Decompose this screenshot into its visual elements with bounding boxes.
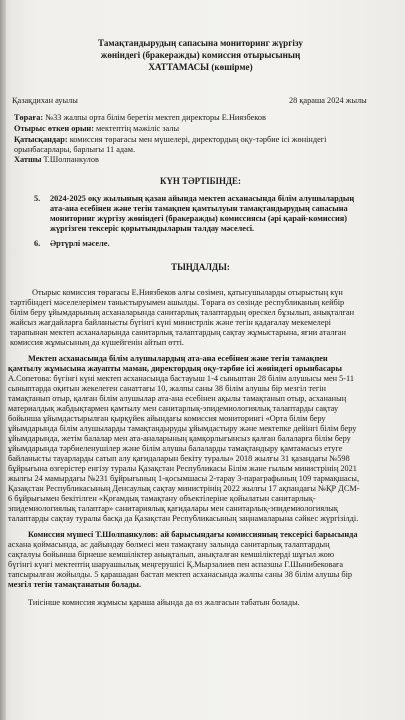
body-line: комиссия жұмысының да күшейгенін айтып өтті. bbox=[10, 338, 184, 347]
body-line: тамақтанып отыр, қалған білім алушылар ата-ана есебінен ақылы тамақтанып отыр, асхананың bbox=[8, 394, 347, 403]
secretary-line bbox=[14, 155, 99, 165]
participants-label: Қатысқандар: bbox=[14, 135, 68, 144]
body-line: талаптарды сақтау туралы басқа да Қазақстан Республикасының заңнамаларына сәйкес жүргізілді. bbox=[8, 514, 359, 523]
body-line: Мектеп асханасында білім алушылардың ата-ана есебінен және тегін тамақпен bbox=[28, 354, 328, 363]
body-line: 6 бұйрығымен бекітілген «Қоғамдық тамақтану объектілеріне қойылатын санитарлық- bbox=[8, 494, 316, 503]
agenda-item-line: 2024-2025 оқу жылының қазан айында мектеп асханасында білім алушылардың bbox=[50, 194, 355, 203]
body-line: Тиісінше комиссия жұмысы қараша айында да өз жалғасын табатын болады. bbox=[28, 598, 300, 607]
body-line: қамтылу жұмысына жауапты маман, директордың оқу-тәрбие ісі жөніндегі орынбасары bbox=[8, 364, 342, 373]
body-line: жылғы 24 мамырдағы №231 бұйрығының 1-қосымшасы 2-тарау 3-параграфының 109 тармақшасы, bbox=[8, 474, 360, 483]
venue-text: мектептің мәжіліс залы bbox=[93, 124, 180, 133]
body-line: тарапынан мектеп асханаларында санитарлық талаптардың сақтау жұмыстарына, яғни аталған bbox=[10, 328, 346, 337]
chair-text: №33 жалпы орта білім беретін мектеп директоры Е.Ниязбеков bbox=[43, 113, 266, 122]
body-line: ұйымдарында, жетім балалар мен ата-аналарының қамқорлығынсыз қалған балаларға білім беру bbox=[8, 434, 351, 443]
body-line: бойынша ұйымдастырылған қырқүйек айындағы комиссия мониторингі «Орта білім беру bbox=[8, 414, 326, 423]
page-fold-shadow bbox=[0, 0, 6, 720]
body-line: ұйымдарында тәрбиеленушілер және білім алушы балаларды тамақтандыру қамтамасыз етуге bbox=[8, 444, 343, 453]
body-line: ұйымдарында білім алушыларды тамақтандыруды ұйымдастыру және мектепке дейінгі білім беру bbox=[8, 424, 357, 433]
chair-line bbox=[14, 113, 266, 123]
body-line: асхана қоймасында, ас дайындау бөлмесі мен тамақтану залында санитарлық талаптардың bbox=[8, 540, 330, 549]
body-line: материалдық жабдықтармен қамтылу мен санитарлық-эпидемиологиялық талаптарды сақтау bbox=[8, 404, 339, 413]
body-line: эпидемиологиялық талаптар» санитариялық қағидалары мен санитарлық-эпидемиологиялық bbox=[8, 504, 338, 513]
body-line: білім беру ұйымдарының асханаларында санитарлық талаптардың өрескел бұзылып, анықталған bbox=[10, 308, 355, 317]
agenda-item-number: 6. bbox=[34, 239, 41, 248]
agenda-item-line: ата-ана есебінен және тегін тамақпен қамтылуын тамақтандырудың сапасына bbox=[50, 204, 348, 213]
secretary-label: Хатшы bbox=[14, 155, 42, 164]
body-line: бүгінгі күнгі мектептің шаруашылық меңгерушісі Қ.Мырзалиев пен аспазшы Г.Шынибековаға bbox=[8, 560, 344, 569]
agenda-header: КҮН ТӘРТІБІНДЕ: bbox=[160, 176, 241, 186]
body-line: сыныптарда оқитын жекелеген санаттағы 10, жалпы саны 38 білім алушы бір мезгіл тегін bbox=[8, 384, 326, 393]
body-line: мезгіл тегін тамақтанатын болады. bbox=[8, 580, 142, 589]
body-line: тапсырылған жойылды. 5 қарашадан бастап мектеп асханасында жалпы саны 38 білім алушы бір bbox=[8, 570, 353, 579]
body-line: А.Сопетова: бүгінгі күні мектеп асханасында бастауыш 1-4 сыныптан 28 білім алушысы мен 5-11 bbox=[8, 374, 355, 383]
participants-line1 bbox=[14, 135, 327, 145]
chair-label: Төраға: bbox=[14, 113, 44, 122]
agenda-item-number: 5. bbox=[34, 194, 41, 203]
decided-header: ТЫҢДАЛДЫ: bbox=[171, 262, 230, 272]
participants-line2: орынбасарлары, барлығы 11 адам. bbox=[14, 145, 136, 154]
doc-title-line2: жөніндегі (бракеражды) комиссия отырысының bbox=[100, 50, 301, 60]
participants-text: комиссия төрағасы мен мүшелері, директордың оқу-тәрбие ісі жөніндегі bbox=[67, 135, 327, 144]
venue-line bbox=[14, 124, 179, 134]
agenda-item-line: мониторинг жүргізу жөніндегі (бракеражды) комиссиясы (әрі қарай-комиссия) bbox=[50, 214, 348, 223]
body-line: Отырыс комиссия төрағасы Е.Ниязбеков алғы сөзімен, қатысушыларды отырыстың күн bbox=[32, 288, 343, 297]
doc-title-line1: Тамақтандырудың сапасына мониторинг жүргізу bbox=[98, 38, 303, 48]
date: 28 қараша 2024 жылы bbox=[289, 96, 367, 105]
body-line: жайсыз жағдайларға байланысты бүгінгі күні министрлік және тегін қадағалау мекемелері bbox=[10, 318, 331, 327]
body-line: байланысты тауарларды сатып алу қағидаларын бекіту туралы» 2018 жылғы 31 қазандағы №598 bbox=[8, 454, 350, 463]
place: Қазақдихан ауылы bbox=[12, 96, 78, 105]
body-line: Комиссия мүшесі Т.Шолпанкулов: ай барысындағы комиссияның тексерісі барысында bbox=[28, 530, 358, 539]
secretary-text: Т.Шолпанкулов bbox=[41, 155, 99, 164]
agenda-item-line: Әртүрлі мәселе. bbox=[50, 239, 110, 248]
body-line: Қазақстан Республикасының Денсаулық сақтау министрінің 2022 жылғы 17 ақпандағы №ҚР ДСМ- bbox=[8, 484, 360, 493]
doc-title-line3: ХАТТАМАСЫ (көшірме) bbox=[148, 62, 253, 72]
body-line: сақталуы бойынша бірнеше кемшіліктер анықталып, анықталған кемшіліктерді шұғыл жою bbox=[8, 550, 335, 559]
venue-label: Отырыс өткен орын: bbox=[14, 124, 94, 133]
body-line: бұйрығына өзгерістер енгізу туралы Қазақстан Республикасы Білім және ғылым министрінің 2021 bbox=[8, 464, 357, 473]
body-line: тәртібіндегі мәселелерімен таныстыруымен ашылды. Төраға өз сөзінде республиканың кейбір bbox=[10, 298, 345, 307]
agenda-item-line: жүргізген тексеріс қорытындыларын талдау мәселесі. bbox=[50, 224, 255, 233]
